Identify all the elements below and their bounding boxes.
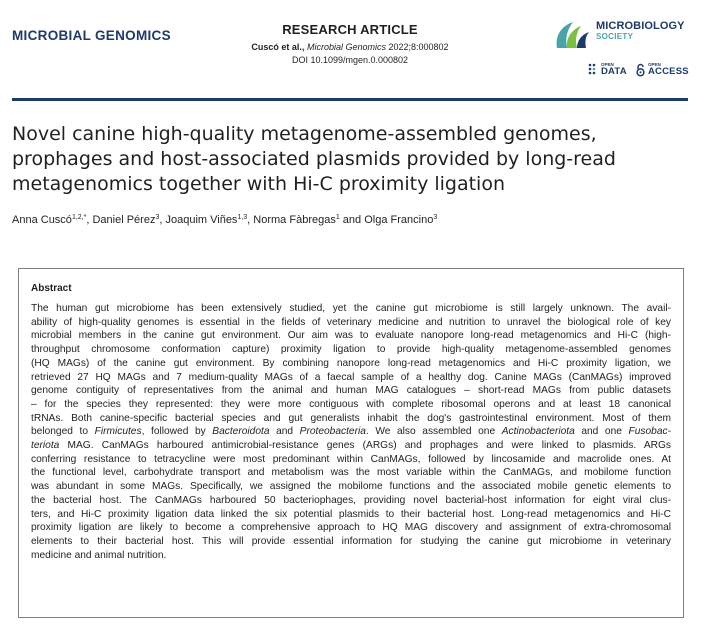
abstract-text-run: MAG. CanMAGs harboured antimicrobial-resistance genes (ARGs) and prophages and were linked to plasmids. ARGs (59, 440, 671, 452)
abstract-line: – for the species they represented: they were more contiguous with complete ribosomal operons and at least 18 canonical (31, 398, 671, 410)
abstract-line: (HQ MAGs) of the canine gut environment. By combining nanopore long-read metagenomics and Hi-C proximity ligation, we (31, 357, 671, 369)
abstract-line: retrieved 27 HQ MAGs and 7 medium-quality MAGs of a faecal sample of a healthy dog. Canine MAGs (CanMAGs) improved (31, 371, 671, 383)
abstract-text-run: . We also assembled one (365, 426, 502, 438)
author-name[interactable]: Daniel Pérez (92, 214, 156, 226)
society-subtitle: SOCIETY (596, 32, 634, 41)
open-access-small-label: OPEN (648, 62, 661, 67)
open-data-small-label: OPEN (601, 62, 614, 67)
article-type: RESEARCH ARTICLE (282, 22, 418, 37)
citation-volume: 2022;8:000802 (388, 42, 449, 52)
abstract-line: ability of high-quality genomes is essential in the fields of veterinary medicine and nutrition to unravel the biological role of key (31, 316, 671, 328)
title-line: Novel canine high-quality metagenome-assembled genomes, (12, 123, 597, 145)
author-name[interactable]: Anna Cuscó (12, 214, 72, 226)
society-name (596, 21, 685, 42)
author-affiliation: 3 (433, 214, 438, 221)
abstract-line: proximity ligation are likely to become a comprehensive approach to HQ MAG discovery and assignment of extra-chromosomal (31, 522, 671, 534)
taxon-name: Proteobacteria (299, 426, 366, 438)
abstract-line: was abundant in some MAGs. Specifically, we assigned the mobilome functions and the associated mobile genetic elements to (31, 481, 671, 493)
open-access-label: ACCESS (648, 66, 689, 77)
author-affiliation: 1,2,* (71, 214, 87, 221)
abstract-heading: Abstract (31, 283, 72, 294)
author-list (12, 214, 437, 226)
header-divider (12, 98, 688, 101)
author-name[interactable]: Joaquim Viñes (165, 214, 238, 226)
open-data-label: DATA (601, 66, 627, 77)
microbiology-society-logo[interactable] (553, 18, 693, 54)
citation (210, 42, 490, 52)
author-name[interactable]: Norma Fàbregas (253, 214, 336, 226)
abstract-line: The human gut microbiome has been extensively studied, yet the canine gut microbiome is still largely unknown. The avail- (31, 303, 671, 314)
author-separator: , (86, 214, 93, 226)
citation-author: Cuscó et al., (251, 42, 305, 52)
abstract-line: tRNAs. Both canine-specific bacterial species and gut generalists inhabit the dog's gastrointestinal environment. Most of them (31, 412, 671, 424)
author-separator: , (159, 214, 166, 226)
abstract-line (31, 425, 671, 439)
taxon-name: Fusobac- (628, 426, 671, 438)
article-header-info (210, 22, 490, 65)
abstract-line: medicine and animal nutrition. (31, 549, 167, 561)
title-line: prophages and host-associated plasmids provided by long-read (12, 148, 616, 170)
author-name[interactable]: Olga Francino (364, 214, 434, 226)
taxon-name: Firmicutes (94, 426, 142, 438)
doi[interactable]: DOI 10.1099/mgen.0.000802 (291, 55, 409, 65)
open-badges (588, 62, 693, 78)
open-access-lock-icon (635, 63, 646, 77)
abstract-text-run: and (269, 426, 300, 438)
abstract-line: ters, and Hi-C proximity ligation data linked the six potential plasmids to their bacterial host. Long-read metagenomics and Hi-C (31, 508, 671, 520)
data-grid-icon (588, 63, 599, 76)
author-separator: , (247, 214, 254, 226)
abstract-line: the bacterial host. The CanMAGs harboured 50 bacteriophages, providing novel bacterial-host information for eight viral clus- (31, 494, 671, 506)
society-title: MICROBIOLOGY (596, 20, 685, 32)
taxon-name: Actinobacteriota (501, 426, 575, 438)
citation-journal: Microbial Genomics (306, 42, 386, 52)
abstract-text-run: , followed by (141, 426, 213, 438)
abstract-line: genome contiguity of representatives from the animal and human MAG catalogues – short-read MAGs from public datasets (31, 385, 671, 397)
taxon-name: Bacteroidota (212, 426, 270, 438)
abstract-line: throughput chromosome conformation capture) proximity ligation to provide high-quality metagenome-assembled genomes (31, 344, 671, 356)
abstract-line: elements to their bacterial host. This will provide essential information for studying the canine gut microbiome in veterinary (31, 535, 671, 547)
title-line: metagenomics together with Hi-C proximity ligation (12, 173, 506, 195)
author-separator: and (339, 214, 365, 226)
abstract-line: conferring resistance to tetracycline were most predominant within CanMAGs, followed by lincosamide and macrolide ones. At (31, 453, 671, 465)
author-affiliation: 1,3 (237, 214, 248, 221)
abstract-text-run: and one (574, 426, 629, 438)
abstract-line: microbial members in the canine gut environment. Our aim was to evaluate nanopore long-read metagenomics and Hi-C (high- (31, 330, 671, 342)
article-title (12, 122, 688, 197)
author-affiliation: 1 (335, 214, 340, 221)
author-affiliation: 3 (155, 214, 160, 221)
abstract-text (31, 302, 671, 562)
abstract-line (31, 439, 671, 453)
abstract-box (18, 268, 684, 618)
journal-name: MICROBIAL GENOMICS (12, 28, 171, 43)
abstract-text-run: belonged to (31, 426, 95, 438)
abstract-line: the functional level, carbohydrate transport and metabolism was the most variable within the CanMAGs, and mobilome function (31, 467, 671, 479)
society-logo-mark-icon (553, 18, 593, 52)
taxon-name: teriota (31, 440, 60, 452)
